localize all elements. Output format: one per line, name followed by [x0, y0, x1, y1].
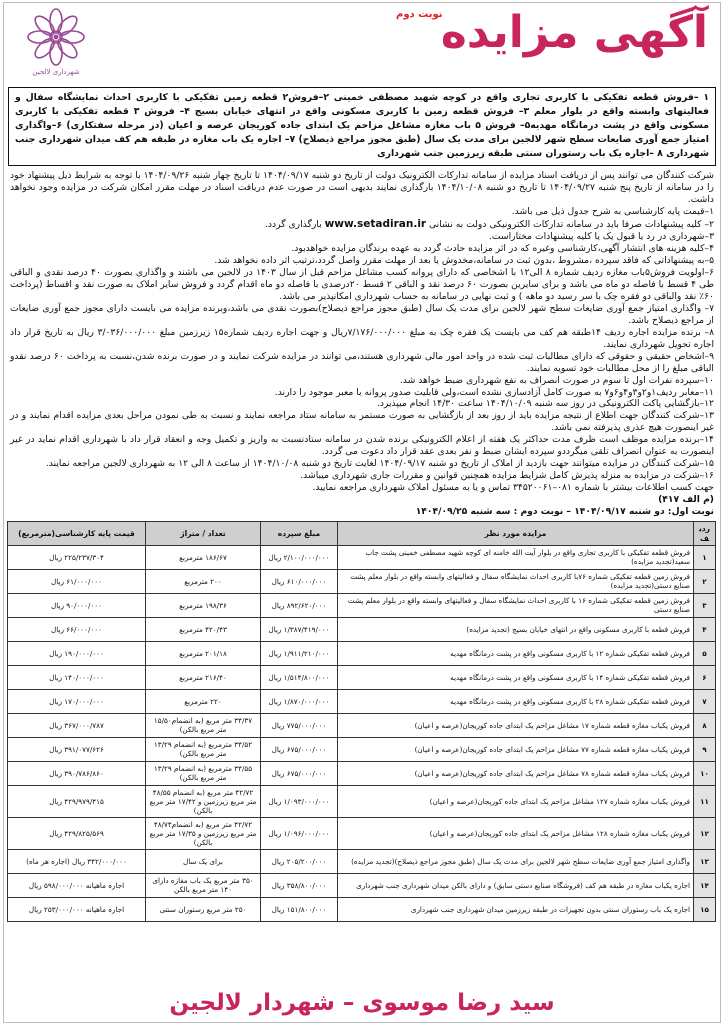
- header-deposit: مبلغ سپرده: [261, 522, 338, 546]
- row-number: ۶: [694, 665, 716, 689]
- publication-dates: نوبت اول: دو شنبه ۱۴۰۴/۰۹/۱۷ – نوبت دوم : سه شنبه ۱۴۰۴/۰۹/۲۵: [415, 506, 714, 518]
- quantity-area: ۳۴/۳۷ متر مربع (به انضمام۱۵/۵۰ متر مربع بالکن): [146, 713, 261, 737]
- row-number: ۱۳: [694, 849, 716, 873]
- row-number: ۸: [694, 713, 716, 737]
- quantity-area: ۳۴/۵۲ مترمربع (به انضمام ۱۳/۲۹ متر مربع بالکن): [146, 737, 261, 761]
- table-row: [8, 713, 716, 737]
- deposit-amount: ۶۷۵/۰۰۰/۰۰۰ ریال: [261, 761, 338, 785]
- auction-item: فروش قطعه تفکیکی شماره ۱۲ با کاربری مسکونی واقع در پشت درمانگاه مهدیه: [338, 641, 694, 665]
- notice-header: [4, 3, 720, 87]
- quantity-area: ۲۵۰ متر مربع رستوران سنتی: [146, 897, 261, 921]
- table-row: [8, 545, 716, 569]
- deposit-amount: ۱/۸۷۰/۰۰۰/۰۰۰ ریال: [261, 689, 338, 713]
- table-row: [8, 641, 716, 665]
- condition-item: ۱۵–شرکت کنندگان در مزایده میتوانند جهت بازدید از املاک از تاریخ دو شنبه ۱۴۰۴/۰۹/۱۷ لغایت تاریخ دو شنبه ۱۴۰۴/۱۰/۰۸ از ساعت ۸ الی ۱۲ به شهرداری لالجین مراجعه نمایند.: [45, 458, 714, 470]
- auction-summary-box: ۱ –فروش قطعه تفکیکی با کاربری تجاری واقع در کوچه شهید مصطفی خمینی ۲–فروش۲ قطعه زمین تفکیکی با کاربری احداث نمایشگاه سفال و فعالیتهای وابسته واقع در بلوار معلم ۳– فروش قطعه زمین با کاربری مسکونی واقع در انتهای خیابان بسیج ۴– فروش ۳ قطعه تفکیکی با کاربری مسکونی واقع در پشت درمانگاه مهدیه۵– فروش ۵ باب مغازه مشاغل مزاحم یک ابتدای جاده کوریجان عرصه و اعیان (در مرحله سفتکاری) ۶–واگذاری امتیاز جمع آوری ضایعات سطح شهر لالجین برای مدت یک سال (طبق مجوز مراجع ذیصلاح) ۷– اجاره یک باب مغازه در طبقه هم کف میدان شهرداری جنب شهرداری ۸ –اجاره یک باب رستوران سنتی طبقه زیرزمین جنب شهرداری: [8, 87, 716, 166]
- base-price: ۹۰/۰۰۰/۰۰۰ ریال: [8, 593, 146, 617]
- condition-item: ۱۱–معابر ردیف۱و۲و۳و۴و۶و۷ به صورت کامل آزادسازی نشده است،ولی قابلیت صدور پروانه با معبر موجود را دارند.: [274, 386, 714, 398]
- deposit-amount: ۱/۵۱۴/۸۰۰/۰۰۰ ریال: [261, 665, 338, 689]
- auction-item: فروش قطعه تفکیکی شماره ۱۴ با کاربری مسکونی واقع در پشت درمانگاه مهدیه: [338, 665, 694, 689]
- base-price: ۶۶/۰۰۰/۰۰۰ ریال: [8, 617, 146, 641]
- table-row: [8, 665, 716, 689]
- header-auction-item: مزایده مورد نظر: [338, 522, 694, 546]
- base-price: اجاره ماهیانه ۵۹۸/۰۰۰/۰۰۰ ریال: [8, 873, 146, 897]
- base-price: ۳۹۰/۷۸۶/۸۶۰ ریال: [8, 761, 146, 785]
- table-row: [8, 897, 716, 921]
- quantity-area: ۴۲۰/۴۳ مترمربع: [146, 617, 261, 641]
- setad-website-url: www.setadiran.ir: [324, 217, 427, 230]
- deposit-amount: ۳۵۸/۸۰۰/۰۰۰ ریال: [261, 873, 338, 897]
- base-price: ۳۹۱/۰۷۷/۶۲۶ ریال: [8, 737, 146, 761]
- row-number: ۴: [694, 617, 716, 641]
- municipality-logo: [18, 6, 94, 86]
- auction-item: اجاره یک باب رستوران سنتی بدون تجهیزات در طبقه زیرزمین میدان شهرداری جنب شهرداری: [338, 897, 694, 921]
- base-price: ۳۶۷/۰۰۰/۷۸۷ ریال: [8, 713, 146, 737]
- auction-item: فروش یکباب مغازه قطعه شماره ۷۸ مشاغل مزاحم یک ابتدای جاده کوریجان(عرصه و اعیان): [338, 761, 694, 785]
- condition-item: ۱۳–شرکت کنندگان جهت اطلاع از نتیجه مزایده باید از روز بعد از بازگشایی به صورت مستمر به سامانه ستاد مراجعه نمایند و نسبت به طی نمودن مراحل بعدی مزایده اقدام نمایند و در غیر اینصورت هیچ عذری پذیرفته نمی باشد.: [10, 410, 714, 434]
- condition-item: ۶–اولویت فروش۵باب مغازه ردیف شماره ۸ الی۱۲ با اشخاصی که دارای پروانه کسب مشاغل مزاحم قبل از سال ۱۴۰۳ در لالجین می باشند و واگذاری بصورت ۴۰ درصد نقدی و الباقی طی ۴ قسط با فاصله دو ماه می باشد و برای سایرین بصورت ۶۰ درصد نقد و الباقی ۲ قسط ۲۰درصدی با فاصله دو ماه اقدام گردد و فروش سایر املاک به صورت نقد و اقساط (پرداخت ۶۰٪ نقد والباقی دو فقره چک با سر رسید دو ماهه ) و ثبت نهایی در سامانه به حساب شهرداری امکانپذیر می باشد.: [10, 267, 715, 302]
- ad-reference-number: (م الف ۴۱۷): [658, 494, 714, 506]
- deposit-amount: ۷۷۵/۰۰۰/۰۰۰ ریال: [261, 713, 338, 737]
- auction-item: فروش یکباب مغازه قطعه شماره ۱۷ مشاغل مزاحم یک ابتدای جاده کوریجان(عرصه و اعیان): [338, 713, 694, 737]
- base-price: ۳۴۲/۰۰۰/۰۰۰ ریال (اجاره هر ماه): [8, 849, 146, 873]
- quantity-area: برای یک سال: [146, 849, 261, 873]
- header-quantity-area: تعداد / متراژ: [146, 522, 261, 546]
- deposit-amount: ۶۷۵/۰۰۰/۰۰۰ ریال: [261, 737, 338, 761]
- condition-item: ۱۶–شرکت در مزایده به منزله پذیرش کامل شرایط مزایده همچنین قوانین و مقررات جاری شهرداری میباشد.: [300, 470, 714, 482]
- logo-caption: شهرداری لالجین: [32, 68, 80, 76]
- notice-title: آگهی مزایده: [440, 7, 708, 58]
- row-number: ۱۱: [694, 785, 716, 817]
- base-price: ۴۲۹/۸۲۵/۵۶۹ ریال: [8, 817, 146, 849]
- header-base-price: قیمت پایه کارشناسی(مترمربع): [8, 522, 146, 546]
- table-row: [8, 737, 716, 761]
- quantity-area: ۳۵۰ متر مربع یک باب مغازه دارای ۱۴۰ متر مربع بالکن: [146, 873, 261, 897]
- condition-item: ۹–اشخاص حقیقی و حقوقی که دارای مطالبات ثبت شده در واحد امور مالی شهرداری هستند،می توانند در مزایده شرکت نمایند و در صورت برنده شدن،نسبت به پرداخت ۶۰ درصد نقدو الباقی مبلغ را از محل مطالبات خود تسویه نمایند.: [10, 350, 714, 374]
- auction-item: اجاره یکباب مغازه در طبقه هم کف (فروشگاه صنایع دستی سابق) و دارای بالکن میدان شهرداری جنب شهرداری: [338, 873, 694, 897]
- auction-item: فروش یکباب مغازه شماره ۱۲۷ مشاغل مزاحم یک ابتدای جاده کوریجان(عرصه و اعیان): [338, 785, 694, 817]
- condition-item-upload: [10, 218, 714, 232]
- conditions-section: [10, 170, 714, 518]
- deposit-amount: ۶۱۰/۰۰۰/۰۰۰ ریال: [261, 569, 338, 593]
- table-row: [8, 873, 716, 897]
- table-row: [8, 817, 716, 849]
- quantity-area: ۱۹۸/۳۶ مترمربع: [146, 593, 261, 617]
- table-row: [8, 593, 716, 617]
- quantity-area: ۱۸۶/۶۷ مترمربع: [146, 545, 261, 569]
- quantity-area: ۲۰۱/۱۸ مترمربع: [146, 641, 261, 665]
- notice-page: [3, 2, 721, 1023]
- table-body: [8, 545, 716, 921]
- auction-item: فروش زمین قطعه تفکیکی شماره ۷۶با کاربری احداث نمایشگاه سفال و فعالیتهای وابسته واقع در بلوار معلم پشت صنایع دستی(تجدید مزایده): [338, 569, 694, 593]
- table-row: [8, 689, 716, 713]
- base-price: ۱۹۰/۰۰۰/۰۰۰ ریال: [8, 641, 146, 665]
- row-number: ۱۲: [694, 817, 716, 849]
- row-number: ۱۴: [694, 873, 716, 897]
- table-row: [8, 785, 716, 817]
- base-price: ۶۱/۰۰۰/۰۰۰ ریال: [8, 569, 146, 593]
- auction-item: فروش یکباب مغازه قطعه شماره ۷۷ مشاغل مزاحم یک ابتدای جاده کوریجان(عرصه و اعیان): [338, 737, 694, 761]
- row-number: ۱۰: [694, 761, 716, 785]
- quantity-area: ۴۲/۷۲ متر مربع (به انضمام ۴۸/۵۵ متر مربع زیرزمین و ۱۷/۴۲ متر مربع بالکن): [146, 785, 261, 817]
- contact-info: جهت کسب اطلاعات بیشتر با شماره ۰۸۱–۳۴۵۲۰۰۶۱ تماس و یا به مسئول املاک شهرداری مراجعه نمایید.: [312, 482, 714, 494]
- quantity-area: ۲۰۰ مترمربع: [146, 569, 261, 593]
- quantity-area: ۲۱۶/۴۰ مترمربع: [146, 665, 261, 689]
- condition-item: ۱–قیمت پایه کارشناسی به شرح جدول ذیل می باشد.: [511, 205, 714, 217]
- deposit-amount: ۸۹۲/۶۲۰/۰۰۰ ریال: [261, 593, 338, 617]
- auction-items-table: [7, 521, 716, 922]
- table-row: [8, 569, 716, 593]
- flower-emblem-icon: [25, 6, 87, 68]
- condition-item: ۱۰–سپرده نفرات اول تا سوم در صورت انصراف به نفع شهرداری ضبط خواهد شد.: [399, 374, 714, 386]
- quantity-area: ۲۲۰ مترمربع: [146, 689, 261, 713]
- deposit-amount: ۲۰۵/۲۰۰/۰۰۰ ریال: [261, 849, 338, 873]
- row-number: ۹: [694, 737, 716, 761]
- condition-item: ۳–شهرداری در رد یا قبول یک یا کلیه پیشنهادات مختاراست.: [488, 231, 714, 243]
- notice-content: [4, 3, 720, 985]
- base-price: ۲۲۵/۲۳۷/۳۰۴ ریال: [8, 545, 146, 569]
- row-number: ۲: [694, 569, 716, 593]
- row-number: ۱۵: [694, 897, 716, 921]
- row-number: ۷: [694, 689, 716, 713]
- condition-item: ۷– واگذاری امتیاز جمع آوری ضایعات سطح شهر لالجین برای مدت یک سال (طبق مجوز مراجع ذیصلاح)بصورت نقدی می باشد،وبرنده مزایده می بایست دارای مجوز جمع آوری ضایعات از مراجع ذیصلاح باشد.: [10, 302, 714, 326]
- deposit-amount: ۲/۱۰۰/۰۰۰/۰۰۰ ریال: [261, 545, 338, 569]
- condition-item-upload-text: ۲– کلیه پیشنهادات صرفا باید در سامانه تدارکات الکترونیکی دولت به نشانی: [429, 218, 714, 230]
- mayor-signature: سید رضا موسوی – شهردار لالجین: [169, 990, 555, 1017]
- table-header-row: [8, 522, 716, 546]
- base-price: ۱۷۰/۰۰۰/۰۰۰ ریال: [8, 689, 146, 713]
- condition-item: ۸– برنده مزایده اجاره ردیف ۱۴طبقه هم کف می بایست یک فقره چک به مبلغ ۷/۱۷۶/۰۰۰/۰۰۰ریال و جهت اجاره ردیف شماره۱۵ زیرزمین مبلغ ۳/۰۳۶/۰۰۰/۰۰۰ ریال به تاریخ قرار داد اجاره تحویل شهرداری نمایند.: [10, 326, 714, 350]
- auction-item: فروش قطعه تفکیکی شماره ۲۸ با کاربری مسکونی واقع در پشت درمانگاه مهدیه: [338, 689, 694, 713]
- row-number: ۵: [694, 641, 716, 665]
- deposit-amount: ۱/۹۱۱/۲۱۰/۰۰۰ ریال: [261, 641, 338, 665]
- table-row: [8, 617, 716, 641]
- publication-round-label: نوبت دوم: [396, 9, 443, 20]
- header-row-number: ردیف: [694, 522, 716, 546]
- intro-paragraph: شرکت کنندگان می توانند پس از دریافت اسناد مزایده از سامانه تدارکات الکترونیک دولت از تاریخ دو شنبه ۱۴۰۴/۰۹/۱۷ تا تاریخ چهار شنبه ۱۴۰۴/۰۹/۲۶ با توجه به شرایط ذیل پیشنهاد خود را در سامانه از تاریخ پنج شنبه ۱۴۰۴/۰۹/۲۷ تا تاریخ دو شنبه ۱۴۰۴/۱۰/۰۸ بارگذاری نمایند بدیهی است در صورت عدم دریافت اسناد در مهلت مقرر امکان شرکت در مزایده وجود نخواهد داشت.: [10, 169, 715, 205]
- auction-item: فروش قطعه تفکیکی با کاربری تجاری واقع در بلوار آیت الله خامنه ای کوچه شهید مصطفی خمینی پشت جاب سعید(تجدید مزایده): [338, 545, 694, 569]
- condition-item-upload-suffix: بارگذاری گردد.: [265, 218, 322, 230]
- auction-item: فروش یکباب مغازه شماره ۱۲۸ مشاغل مزاحم یک ابتدای جاده کوریجان(عرصه و اعیان): [338, 817, 694, 849]
- deposit-amount: ۱/۳۸۷/۴۱۹/۰۰۰ ریال: [261, 617, 338, 641]
- auction-item: فروش زمین قطعه تفکیکی شماره ۱۶ با کاربری احداث نمایشگاه سفال و فعالیتهای وابسته واقع در بلوار معلم پشت صنایع دستی: [338, 593, 694, 617]
- quantity-area: ۳۴/۵۵ مترمربع (به انضمام ۱۳/۲۹ متر مربع بالکن): [146, 761, 261, 785]
- condition-item: ۵–به پیشنهاداتی که فاقد سپرده ،مشروط ،بدون ثبت در سامانه،مخدوش یا بعد از مهلت مقرر واصل گردد،ترتیب اثر داده نخواهد شد.: [214, 255, 714, 267]
- base-price: ۴۲۹/۹۷۹/۴۱۵ ریال: [8, 785, 146, 817]
- table-row: [8, 761, 716, 785]
- base-price: اجاره ماهیانه ۲۵۳/۰۰۰/۰۰۰ ریال: [8, 897, 146, 921]
- row-number: ۳: [694, 593, 716, 617]
- condition-item: ۱۴–برنده مزایده موظف است ظرف مدت حداکثر یک هفته از اعلام الکترونیکی برنده شدن در سامانه ستادنسبت به واریز و تکمیل وجه و انعقاد قرار داد با شهرداری اقدام نماید در غیر اینصورت به عنوان انصراف تلقی میگرددو سپرده ایشان ضبط و نفر بعدی عقد قرار داد دعوت می گردد.: [10, 434, 714, 458]
- row-number: ۱: [694, 545, 716, 569]
- condition-item: ۴–کلیه هزینه های انتشار آگهی،کارشناسی وغیره که در اثر مزایده حادث گردد به عهده برندگان مزایده خواهدبود.: [291, 243, 714, 255]
- deposit-amount: ۱/۰۹۳/۰۰۰/۰۰۰ ریال: [261, 785, 338, 817]
- condition-item: ۱۲–بازگشایی پاکت الکترونیکی در روز سه شنبه ۱۴۰۴/۱۰/۰۹ ساعت ۱۴/۳۰ انجام میپذیرد.: [376, 398, 714, 410]
- table-row: [8, 849, 716, 873]
- auction-item: واگذاری امتیاز جمع آوری ضایعات سطح شهر لالجین برای مدت یک سال (طبق مجوز مراجع ذیصلاح)(تجدید مزایده): [338, 849, 694, 873]
- auction-item: فروش قطعه با کاربری مسکونی واقع در انتهای خیابان بسیج (تجدید مزایده): [338, 617, 694, 641]
- deposit-amount: ۱/۰۹۶/۰۰۰/۰۰۰ ریال: [261, 817, 338, 849]
- quantity-area: ۴۲/۷۲ متر مربع (به انضمام۴۸/۷۴ متر مربع زیرزمین و ۱۷/۳۵ متر مربع بالکن): [146, 817, 261, 849]
- deposit-amount: ۱۵۱/۸۰۰/۰۰۰ ریال: [261, 897, 338, 921]
- base-price: ۱۴۰/۰۰۰/۰۰۰ ریال: [8, 665, 146, 689]
